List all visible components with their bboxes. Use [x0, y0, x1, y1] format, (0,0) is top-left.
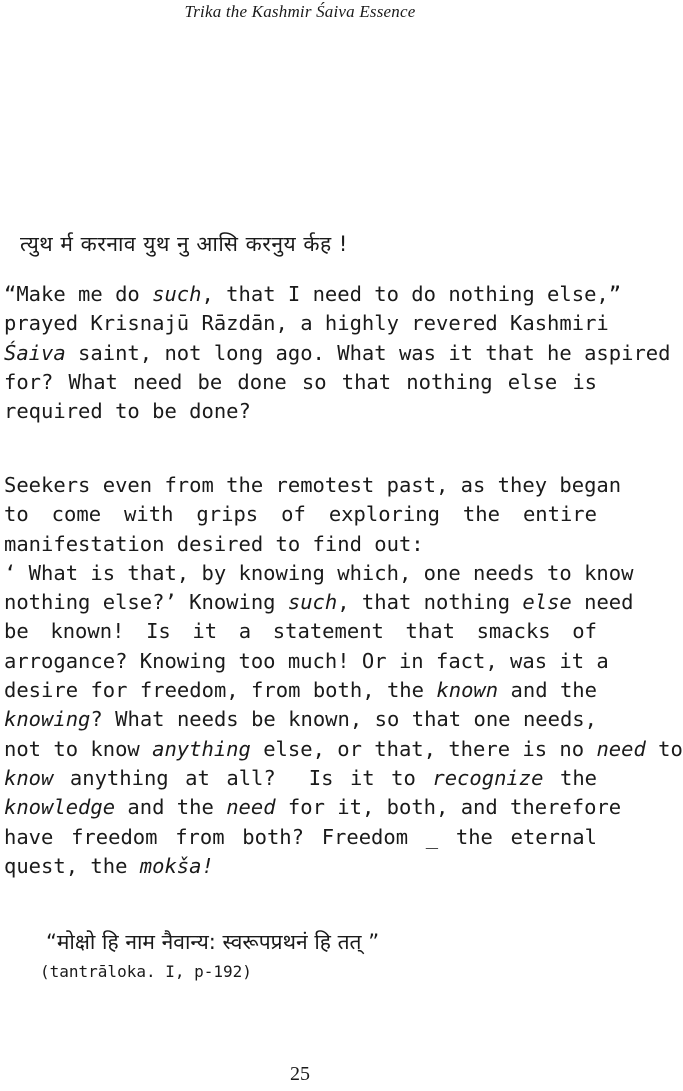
text-line: have freedom from both? Freedom _ the eternal: [4, 824, 597, 849]
sanskrit-quote: “मोक्षो हि नाम नैवान्य: स्वरूपप्रथनं हि तत् ”: [46, 930, 380, 954]
text-line: knowledge and the need for it, both, and therefore: [4, 795, 622, 820]
text-line: know anything at all? Is it to recognize the: [4, 765, 597, 790]
text-line: knowing? What needs be known, so that one needs,: [4, 707, 597, 732]
text-line: Seekers even from the remotest past, as they began: [4, 473, 622, 497]
paragraph-2: [4, 471, 683, 881]
page-number: 25: [290, 1063, 310, 1085]
running-header: Trika the Kashmir Śaiva Essence: [184, 2, 416, 21]
text-line: required to be done?: [4, 399, 251, 424]
text-line: arrogance? Knowing too much! Or in fact, was it a: [4, 648, 609, 673]
text-line: manifestation desired to find out:: [4, 531, 424, 556]
quote-citation: (tantrāloka. I, p-192): [40, 962, 252, 981]
paragraph-1: [4, 280, 671, 426]
text-line: to come with grips of exploring the entire: [4, 502, 597, 527]
text-line: for? What need be done so that nothing else is: [4, 369, 597, 394]
devanagari-epigraph: त्युथ र्म करनाव युथ नु आसि करनुय र्कह !: [20, 232, 348, 256]
text-line: “Make me do such, that I need to do nothing else,”: [4, 282, 622, 306]
text-line: prayed Krisnajū Rāzdān, a highly revered Kashmiri: [4, 311, 609, 336]
text-line: not to know anything else, or that, there is no need to: [4, 736, 683, 761]
text-line: Śaiva saint, not long ago. What was it that he aspired: [4, 340, 671, 365]
text-line: quest, the mokša!: [4, 853, 214, 878]
text-line: be known! Is it a statement that smacks of: [4, 619, 597, 644]
text-line: nothing else?’ Knowing such, that nothing else need: [4, 590, 634, 615]
text-line: desire for freedom, from both, the known and the: [4, 678, 597, 703]
text-line: ‘ What is that, by knowing which, one needs to know: [4, 560, 634, 585]
